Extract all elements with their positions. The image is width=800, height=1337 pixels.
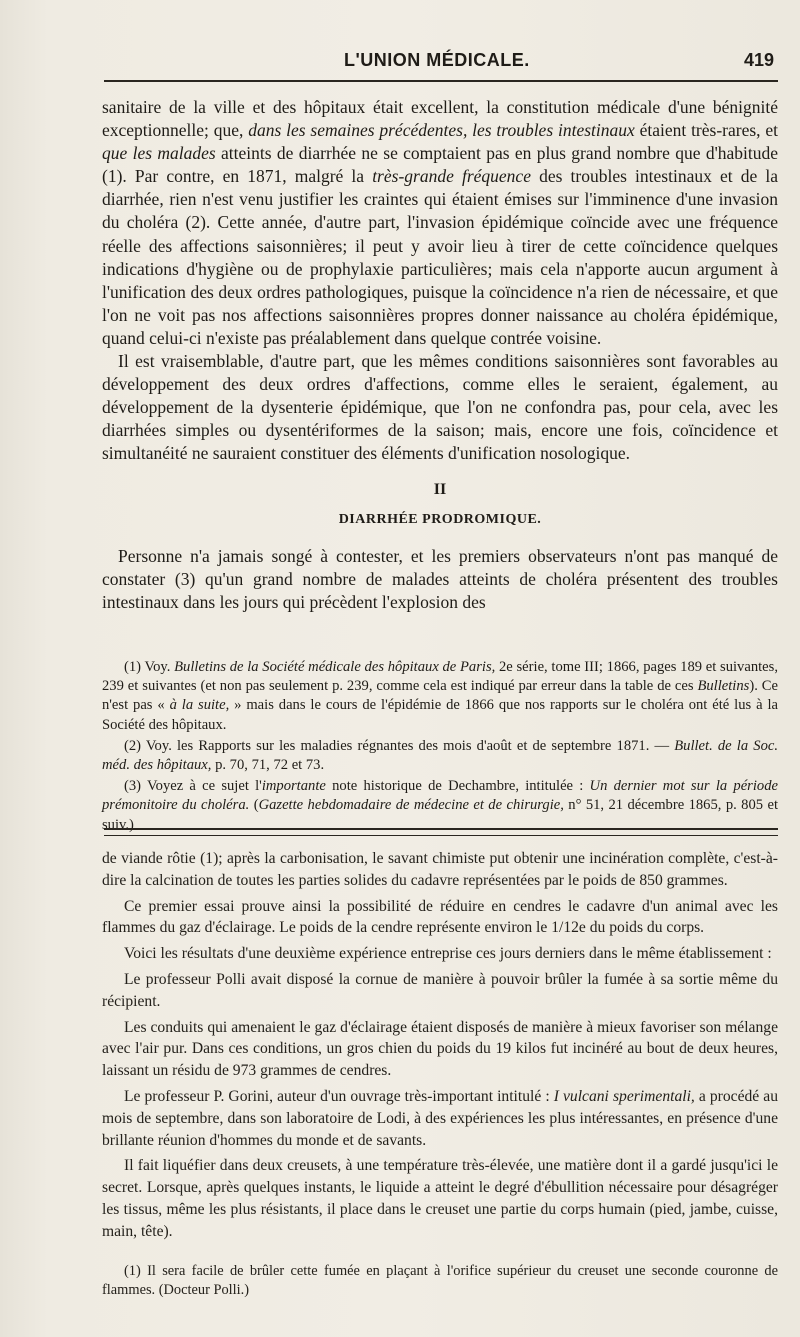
double-rule-divider	[104, 828, 778, 836]
footnote-1: (1) Voy. Bulletins de la Société médicale des hôpitaux de Paris, 2e série, tome III; 1866, pages 189 et suivantes, 239 et suivantes (et non pas seulement p. 239, comme cela est indiqué par erreur dans la table de ces Bulletins). Ce n'est pas « à la suite, » mais dans le cours de l'épidémie de 1866 que nos rapports sur le choléra ont été lus à la Société des hôpitaux.	[102, 659, 778, 733]
feuilleton-paragraph-7: Il fait liquéfier dans deux creusets, à une température très-élevée, une matière dont il a gardé jusqu'ici le secret. Lorsque, après quelques instants, le liquide a atteint le degré d'ébullition nécessaire pour désagréger les tissus, même les plus résistants, il place dans le creuset une partie du corps humain (pied, jambe, cuisse, main, tête).	[102, 1157, 778, 1240]
page-number: 419	[743, 50, 774, 70]
feuilleton-paragraph-1: de viande rôtie (1); après la carbonisation, le savant chimiste put obtenir une incinération complète, c'est-à-dire la calcination de toutes les parties solides du cadavre représentées par le poids de 850 grammes.	[102, 850, 778, 889]
feuilleton-footnote-1: (1) Il sera facile de brûler cette fumée en plaçant à l'orifice supérieur du creuset une seconde couronne de flammes. (Docteur Polli.)	[102, 1263, 778, 1298]
footnotes	[102, 658, 778, 837]
paragraph-3: Personne n'a jamais songé à contester, et les premiers observateurs n'ont pas manqué de constater (3) qu'un grand nombre de malades atteints de choléra présentent des troubles intestinaux dans les jours qui précèdent l'explosion des	[102, 545, 778, 612]
feuilleton-paragraph-6: Le professeur P. Gorini, auteur d'un ouvrage très-important intitulé : I vulcani sperimentali, a procédé au mois de septembre, dans son laboratoire de Lodi, à des expériences les plus intéressantes, en présence d'une brillante réunion d'hommes du monde et de savants.	[102, 1087, 779, 1149]
paragraph-1: sanitaire de la ville et des hôpitaux était excellent, la constitution médicale d'une bénignité exceptionnelle; que, dans les semaines précédentes, les troubles intestinaux étaient très-rares, et que les malades atteints de diarrhée ne se comptaient pas en plus grand nombre que d'habitude (1). Par contre, en 1871, malgré la très-grande fréquence des troubles intestinaux et de la diarrhée, rien n'est venu justifier les craintes qui étaient émises sur l'imminence d'une invasion du choléra (2). Cette année, d'autre part, l'invasion épidémique coïncide avec une fréquence réelle des affections saisonnières; il peut y avoir lieu à tirer de cette coïncidence quelques indications d'hygiène ou de prophylaxie particulières; mais cela n'apporte aucun argument à l'unification des deux ordres pathologiques, puisque la coïncidence n'a rien de nécessaire, et que l'on ne voit pas nos affections saisonnières propres donner naissance au choléra épidémique, quand celui-ci n'existe pas préalablement dans quelque contrée voisine.	[102, 97, 779, 348]
running-header	[104, 50, 778, 74]
feuilleton-paragraph-2: Ce premier essai prouve ainsi la possibilité de réduire en cendres le cadavre d'un animal avec les flammes du gaz d'éclairage. Le poids de la cendre représente environ le 1/12e du poids du corps.	[102, 897, 778, 937]
paragraph-2: Il est vraisemblable, d'autre part, que les mêmes conditions saisonnières sont favorables au développement des deux ordres d'affections, comme elles le seraient, également, au développement de la dysenterie épidémique, que l'on ne confondra pas, pour cela, avec les diarrhées simples ou dysentériformes de la saison; mais, encore une fois, coïncidence et simultanéité ne sauraient constituer des éléments d'unification nosologique.	[102, 351, 778, 464]
feuilleton-paragraph-3: Voici les résultats d'une deuxième expérience entreprise ces jours derniers dans le même établissement :	[124, 945, 772, 963]
header-rule	[104, 80, 778, 82]
footnote-3: (3) Voyez à ce sujet l'importante note historique de Dechambre, intitulée : Un dernier mot sur la période prémonitoire du choléra. (Gazette hebdomadaire de médecine et de chirurgie, n° 51, 21 décembre 1865, p. 805 et suiv.)	[102, 778, 778, 833]
footnote-2: (2) Voy. les Rapports sur les maladies régnantes des mois d'août et de septembre 1871. — Bullet. de la Soc. méd. des hôpitaux, p. 70, 71, 72 et 73.	[102, 737, 778, 774]
feuilleton-text	[102, 848, 778, 1247]
main-article-text	[102, 96, 778, 614]
feuilleton-footnote	[102, 1262, 778, 1300]
section-number: II	[433, 480, 447, 498]
journal-title: L'UNION MÉDICALE.	[344, 50, 530, 70]
section-title: DIARRHÉE PRODROMIQUE.	[338, 511, 542, 527]
feuilleton-paragraph-5: Les conduits qui amenaient le gaz d'éclairage étaient disposés de manière à mieux favoriser son mélange avec l'air pur. Dans ces conditions, un gros chien du poids du 19 kilos fut incinéré au bout de deux heures, laissant un résidu de 973 grammes de cendres.	[102, 1018, 778, 1080]
feuilleton-paragraph-4: Le professeur Polli avait disposé la cornue de manière à pouvoir brûler la fumée à sa sortie même du récipient.	[102, 970, 778, 1010]
